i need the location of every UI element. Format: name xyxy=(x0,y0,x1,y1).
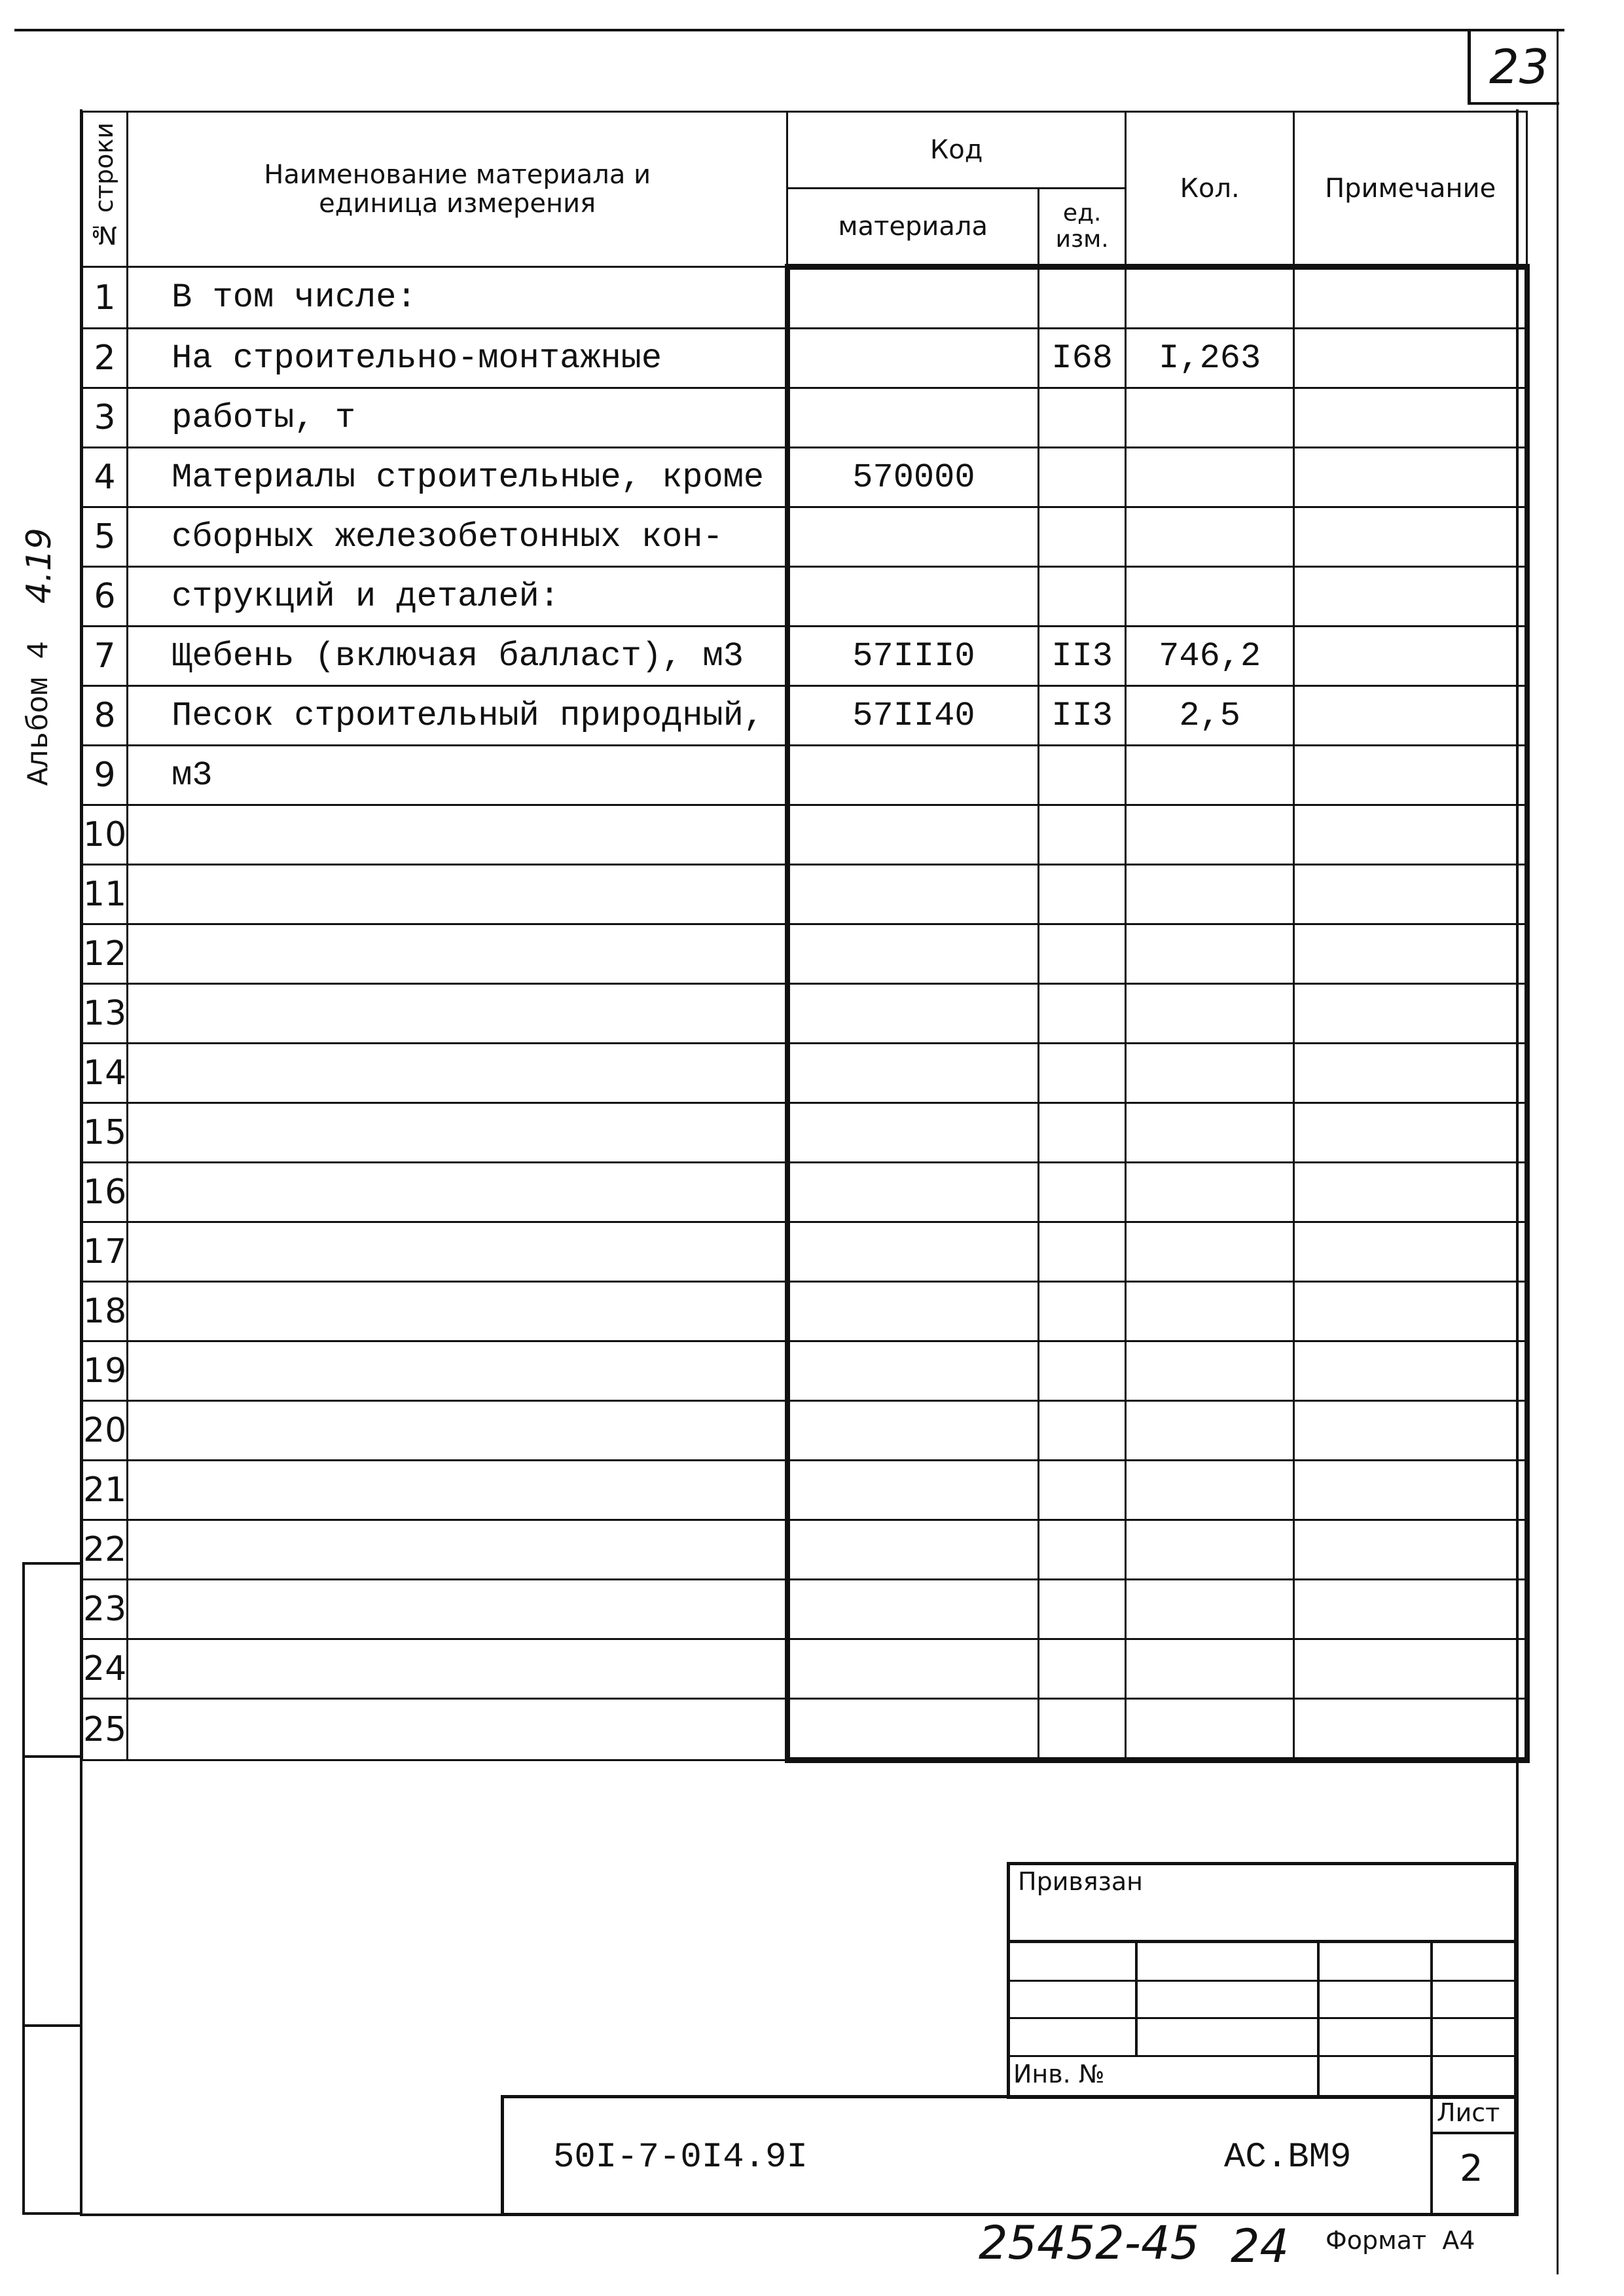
table-row xyxy=(82,1282,1527,1341)
table-row xyxy=(82,448,1527,507)
row-number-cell: 20 xyxy=(82,1401,128,1461)
note-cell xyxy=(1294,686,1527,746)
inventory-number-label: Инв. № xyxy=(1013,2060,1105,2088)
note-cell xyxy=(1294,1282,1527,1341)
row-number-cell: 11 xyxy=(82,865,128,924)
material-code-cell: 570000 xyxy=(787,448,1039,507)
unit-code-cell xyxy=(1039,567,1126,627)
material-name-cell: м3 xyxy=(128,746,787,805)
material-name-cell: На строительно-монтажные xyxy=(128,329,787,388)
sheet-label: Лист xyxy=(1437,2098,1500,2127)
material-name-cell xyxy=(128,984,787,1044)
material-code-cell xyxy=(787,388,1039,448)
unit-code-cell xyxy=(1039,1461,1126,1520)
material-code-cell xyxy=(787,805,1039,865)
header-material-code: материала xyxy=(787,189,1039,267)
quantity-cell xyxy=(1126,1401,1294,1461)
table-row xyxy=(82,388,1527,448)
stamp-line xyxy=(1007,1980,1517,1982)
unit-code-cell xyxy=(1039,507,1126,567)
table-row xyxy=(82,746,1527,805)
unit-code-cell xyxy=(1039,984,1126,1044)
material-code-cell xyxy=(787,746,1039,805)
material-code-cell xyxy=(787,1282,1039,1341)
note-cell xyxy=(1294,627,1527,686)
material-name-cell xyxy=(128,1222,787,1282)
note-cell xyxy=(1294,448,1527,507)
quantity-cell xyxy=(1126,746,1294,805)
outer-right-line xyxy=(1557,29,1559,2274)
handwritten-number: 25452-45 xyxy=(979,2216,1200,2270)
table-row xyxy=(82,1044,1527,1103)
quantity-cell xyxy=(1126,924,1294,984)
material-name-cell xyxy=(128,1699,787,1760)
unit-code-cell xyxy=(1039,1699,1126,1760)
quantity-cell xyxy=(1126,1639,1294,1699)
material-code-cell xyxy=(787,329,1039,388)
material-name-cell: Песок строительный природный, xyxy=(128,686,787,746)
table-row xyxy=(82,865,1527,924)
material-code-cell xyxy=(787,567,1039,627)
material-code-cell xyxy=(787,1520,1039,1580)
material-code-cell: 57II40 xyxy=(787,686,1039,746)
note-cell xyxy=(1294,1699,1527,1760)
table-row xyxy=(82,984,1527,1044)
side-album-label xyxy=(20,471,59,786)
unit-code-cell xyxy=(1039,1520,1126,1580)
table-row xyxy=(82,1341,1527,1401)
material-code-cell xyxy=(787,1222,1039,1282)
quantity-cell xyxy=(1126,448,1294,507)
page-number-divider xyxy=(1468,29,1471,105)
format-label xyxy=(1326,2226,1475,2255)
table-row xyxy=(82,267,1527,329)
row-number-cell: 19 xyxy=(82,1341,128,1401)
material-code-cell xyxy=(787,1163,1039,1222)
album-label: Альбом 4 xyxy=(22,641,56,786)
material-name-cell: Щебень (включая балласт), м3 xyxy=(128,627,787,686)
quantity-cell: I,263 xyxy=(1126,329,1294,388)
quantity-cell xyxy=(1126,1103,1294,1163)
row-number-cell: 14 xyxy=(82,1044,128,1103)
row-number-cell: 16 xyxy=(82,1163,128,1222)
note-cell xyxy=(1294,984,1527,1044)
note-cell xyxy=(1294,1580,1527,1639)
handwritten-page: 24 xyxy=(1231,2219,1290,2273)
unit-code-cell xyxy=(1039,924,1126,984)
quantity-cell xyxy=(1126,1044,1294,1103)
material-name-cell: сборных железобетонных кон- xyxy=(128,507,787,567)
bound-label: Привязан xyxy=(1018,1867,1143,1896)
row-number-cell: 8 xyxy=(82,686,128,746)
material-name-cell: работы, т xyxy=(128,388,787,448)
unit-code-cell xyxy=(1039,1341,1126,1401)
table-row xyxy=(82,1580,1527,1639)
top-border-line xyxy=(14,29,1564,31)
note-cell xyxy=(1294,267,1527,329)
material-code-cell xyxy=(787,507,1039,567)
table-row xyxy=(82,567,1527,627)
material-code-cell xyxy=(787,1044,1039,1103)
stamp-line xyxy=(1007,2055,1517,2057)
quantity-cell xyxy=(1126,1520,1294,1580)
material-name-cell xyxy=(128,1520,787,1580)
material-name-cell xyxy=(128,1044,787,1103)
note-cell xyxy=(1294,1461,1527,1520)
header-note: Примечание xyxy=(1294,112,1527,267)
material-code-cell: 57III0 xyxy=(787,627,1039,686)
note-cell xyxy=(1294,1520,1527,1580)
quantity-cell xyxy=(1126,388,1294,448)
material-name-cell xyxy=(128,1282,787,1341)
unit-code-cell xyxy=(1039,388,1126,448)
quantity-cell: 2,5 xyxy=(1126,686,1294,746)
note-cell xyxy=(1294,924,1527,984)
quantity-cell: 746,2 xyxy=(1126,627,1294,686)
row-number-cell: 21 xyxy=(82,1461,128,1520)
row-number-cell: 1 xyxy=(82,267,128,329)
unit-code-cell xyxy=(1039,805,1126,865)
note-cell xyxy=(1294,1222,1527,1282)
row-number-cell: 22 xyxy=(82,1520,128,1580)
unit-code-cell xyxy=(1039,1639,1126,1699)
table-row xyxy=(82,1461,1527,1520)
quantity-cell xyxy=(1126,1461,1294,1520)
unit-code-cell xyxy=(1039,1163,1126,1222)
unit-code-cell xyxy=(1039,1103,1126,1163)
unit-code-cell xyxy=(1039,1044,1126,1103)
header-quantity: Кол. xyxy=(1126,112,1294,267)
table-row xyxy=(82,1639,1527,1699)
stamp-vline xyxy=(1317,1940,1320,2097)
material-name-cell xyxy=(128,865,787,924)
table-row xyxy=(82,686,1527,746)
material-code-cell xyxy=(787,267,1039,329)
material-code-cell xyxy=(787,1699,1039,1760)
material-name-cell xyxy=(128,1163,787,1222)
format-label-text: Формат xyxy=(1326,2226,1427,2255)
table-row xyxy=(82,1520,1527,1580)
note-cell xyxy=(1294,805,1527,865)
row-number-cell: 10 xyxy=(82,805,128,865)
material-code-cell xyxy=(787,865,1039,924)
material-code-cell xyxy=(787,1103,1039,1163)
note-cell xyxy=(1294,1103,1527,1163)
row-number-cell: 15 xyxy=(82,1103,128,1163)
table-row xyxy=(82,1103,1527,1163)
quantity-cell xyxy=(1126,507,1294,567)
row-number-cell: 12 xyxy=(82,924,128,984)
material-name-cell xyxy=(128,1639,787,1699)
header-unit-code: ед. изм. xyxy=(1039,189,1126,267)
material-code-cell xyxy=(787,1461,1039,1520)
table-row xyxy=(82,1163,1527,1222)
quantity-cell xyxy=(1126,865,1294,924)
quantity-cell xyxy=(1126,805,1294,865)
row-number-cell: 24 xyxy=(82,1639,128,1699)
document-mark: АС.ВМ9 xyxy=(1224,2138,1352,2178)
quantity-cell xyxy=(1126,1341,1294,1401)
stamp-line xyxy=(1007,1940,1517,1943)
quantity-cell xyxy=(1126,1222,1294,1282)
stamp-line xyxy=(1007,2017,1517,2019)
table-row xyxy=(82,507,1527,567)
row-number-cell: 9 xyxy=(82,746,128,805)
quantity-cell xyxy=(1126,1282,1294,1341)
material-name-cell xyxy=(128,1103,787,1163)
table-row xyxy=(82,924,1527,984)
album-handwritten: 4.19 xyxy=(20,527,59,604)
note-cell xyxy=(1294,1163,1527,1222)
material-code-cell xyxy=(787,1639,1039,1699)
material-name-cell xyxy=(128,924,787,984)
row-number-cell: 25 xyxy=(82,1699,128,1760)
binding-strip-divider xyxy=(22,1755,81,1758)
table-row xyxy=(82,1699,1527,1760)
unit-code-cell xyxy=(1039,448,1126,507)
unit-code-cell xyxy=(1039,1282,1126,1341)
material-name-cell xyxy=(128,1580,787,1639)
unit-code-cell xyxy=(1039,267,1126,329)
quantity-cell xyxy=(1126,984,1294,1044)
binding-strip-divider xyxy=(22,2024,81,2027)
quantity-cell xyxy=(1126,1699,1294,1760)
material-name-cell: струкций и деталей: xyxy=(128,567,787,627)
sheet-number: 2 xyxy=(1460,2147,1483,2190)
page-number-box-bottom xyxy=(1468,102,1559,105)
table-row xyxy=(82,805,1527,865)
material-code-cell xyxy=(787,984,1039,1044)
header-code: Код xyxy=(787,112,1126,189)
row-number-cell: 5 xyxy=(82,507,128,567)
material-name-cell xyxy=(128,1341,787,1401)
material-code-cell xyxy=(787,1401,1039,1461)
document-code: 50I-7-0I4.9I xyxy=(553,2138,808,2178)
material-code-cell xyxy=(787,924,1039,984)
note-cell xyxy=(1294,865,1527,924)
row-number-cell: 7 xyxy=(82,627,128,686)
material-name-cell: В том числе: xyxy=(128,267,787,329)
quantity-cell xyxy=(1126,267,1294,329)
note-cell xyxy=(1294,567,1527,627)
stamp-vline xyxy=(1135,1940,1138,2056)
unit-code-cell xyxy=(1039,1222,1126,1282)
material-name-cell: Материалы строительные, кроме xyxy=(128,448,787,507)
row-number-cell: 17 xyxy=(82,1222,128,1282)
table-row xyxy=(82,627,1527,686)
material-name-cell xyxy=(128,805,787,865)
quantity-cell xyxy=(1126,1580,1294,1639)
row-number-cell: 18 xyxy=(82,1282,128,1341)
material-name-cell xyxy=(128,1461,787,1520)
quantity-cell xyxy=(1126,567,1294,627)
note-cell xyxy=(1294,329,1527,388)
note-cell xyxy=(1294,1639,1527,1699)
unit-code-cell xyxy=(1039,865,1126,924)
header-row-number: № строки xyxy=(82,112,128,267)
material-code-cell xyxy=(787,1341,1039,1401)
unit-code-cell: II3 xyxy=(1039,627,1126,686)
row-number-cell: 2 xyxy=(82,329,128,388)
row-number-cell: 6 xyxy=(82,567,128,627)
note-cell xyxy=(1294,1401,1527,1461)
sheet-divider xyxy=(1430,2132,1517,2134)
table-row xyxy=(82,1401,1527,1461)
quantity-cell xyxy=(1126,1163,1294,1222)
table-row xyxy=(82,329,1527,388)
note-cell xyxy=(1294,388,1527,448)
row-number-cell: 13 xyxy=(82,984,128,1044)
format-value: А4 xyxy=(1442,2226,1475,2255)
unit-code-cell: I68 xyxy=(1039,329,1126,388)
page-number-handwritten: 23 xyxy=(1489,39,1549,94)
note-cell xyxy=(1294,1044,1527,1103)
row-number-cell: 3 xyxy=(82,388,128,448)
binding-strip xyxy=(22,1562,81,2215)
unit-code-cell: II3 xyxy=(1039,686,1126,746)
unit-code-cell xyxy=(1039,1401,1126,1461)
note-cell xyxy=(1294,1341,1527,1401)
materials-table xyxy=(81,111,1530,1763)
row-number-cell: 4 xyxy=(82,448,128,507)
row-number-cell: 23 xyxy=(82,1580,128,1639)
note-cell xyxy=(1294,746,1527,805)
material-name-cell xyxy=(128,1401,787,1461)
material-code-cell xyxy=(787,1580,1039,1639)
table-row xyxy=(82,1222,1527,1282)
note-cell xyxy=(1294,507,1527,567)
header-name: Наименование материала и единица измерения xyxy=(128,112,787,267)
unit-code-cell xyxy=(1039,746,1126,805)
unit-code-cell xyxy=(1039,1580,1126,1639)
